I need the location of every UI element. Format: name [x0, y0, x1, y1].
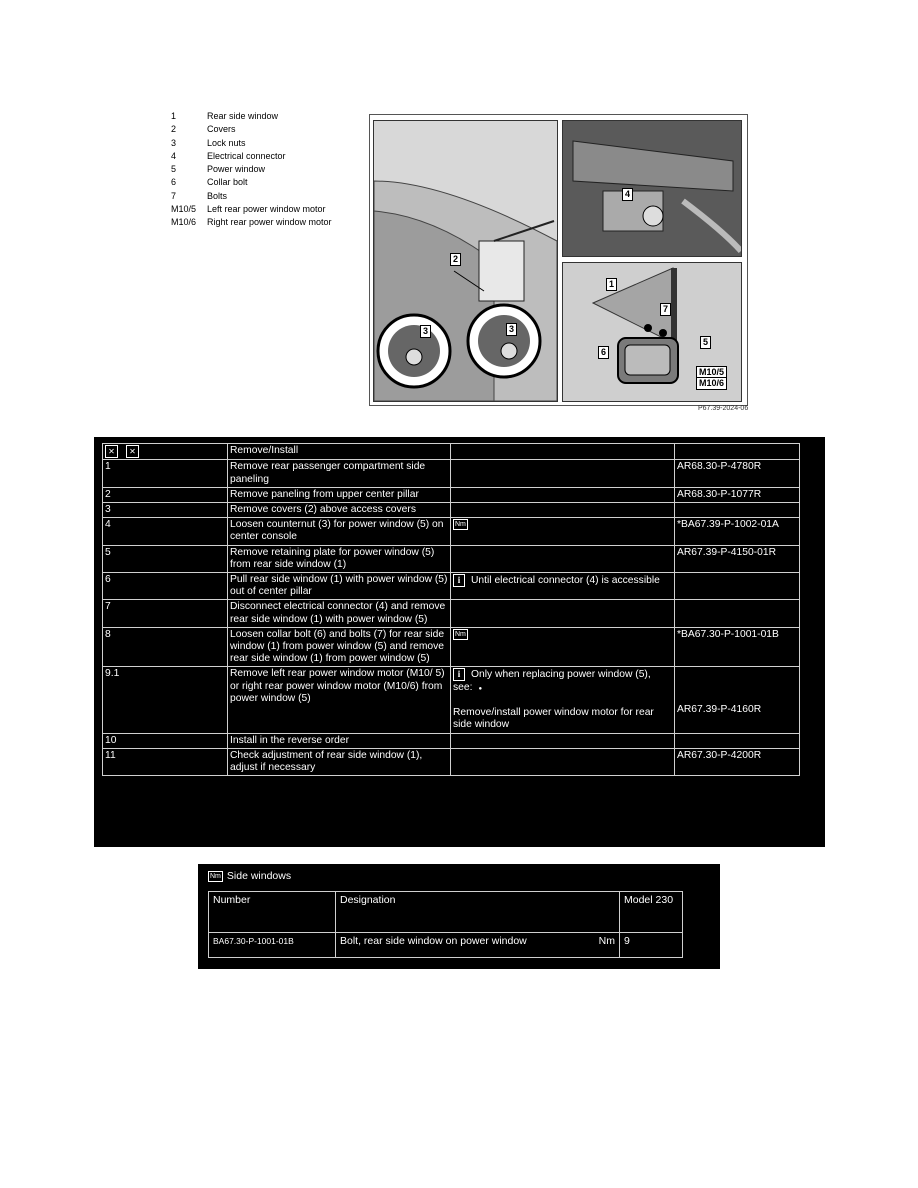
legend-item: 5 Power window — [171, 164, 266, 175]
callout-label: 7 — [660, 303, 671, 316]
legend-item: 4 Electrical connector — [171, 150, 286, 161]
header-icons — [103, 444, 228, 460]
callout-label: 6 — [598, 346, 609, 359]
table-row: 8 Loosen collar bolt (6) and bolts (7) for rear side window (1) from power window (5) and remove rear side window (1) from power window (5) Nm *BA67.30-P-1001-01B — [103, 627, 800, 667]
torque-table — [208, 891, 683, 958]
callout-label: 3 — [506, 323, 517, 336]
header-title: Remove/Install — [228, 444, 451, 460]
reference-link[interactable]: AR67.30-P-4200R — [675, 748, 800, 775]
link-marker-icon[interactable]: ● — [478, 685, 483, 692]
procedure-table-container — [94, 437, 825, 847]
table-row: 5 Remove retaining plate for power window (5) from rear side window (1) AR67.39-P-4150-01R — [103, 545, 800, 572]
legend-item: 7 Bolts — [171, 190, 228, 201]
legend-item: M10/5 Left rear power window motor — [171, 204, 326, 215]
callout-label: 1 — [606, 278, 617, 291]
install-icon: ✕ — [126, 445, 139, 458]
table-row: 3 Remove covers (2) above access covers — [103, 503, 800, 518]
figure-reference: P67.39-2024-06 — [698, 405, 749, 412]
torque-table-title: Nm Side windows — [210, 870, 292, 882]
reference-link[interactable]: *BA67.39-P-1002-01A — [675, 518, 800, 545]
legend-item: 6 Collar bolt — [171, 177, 248, 188]
table-row: 11 Check adjustment of rear side window (1), adjust if necessary AR67.30-P-4200R — [103, 748, 800, 775]
table-row: 7 Disconnect electrical connector (4) and remove rear side window (1) with power window (5) — [103, 600, 800, 627]
figure-legend — [171, 110, 332, 230]
callout-label: 4 — [622, 188, 633, 201]
info-icon: i — [453, 668, 465, 681]
cross-reference-text[interactable]: Remove/install power window motor for rear side window — [453, 707, 654, 731]
reference-link[interactable]: AR68.30-P-4780R — [675, 460, 800, 487]
legend-item: M10/6 Right rear power window motor — [171, 217, 332, 228]
reference-link[interactable]: *BA67.30-P-1001-01B — [675, 627, 800, 667]
connector-detail-drawing — [563, 121, 741, 256]
illustration-center-pillar — [373, 120, 558, 402]
torque-icon: Nm — [455, 630, 466, 638]
table-row: 4 Loosen counternut (3) for power window (5) on center console Nm *BA67.39-P-1002-01A — [103, 518, 800, 545]
legend-item: 1 Rear side window — [171, 111, 279, 121]
callout-label: M10/5 — [696, 366, 727, 379]
info-icon: i — [453, 574, 465, 587]
callout-label: 2 — [450, 253, 461, 266]
reference-link[interactable]: AR68.30-P-1077R — [675, 487, 800, 502]
legend-item: 3 Lock nuts — [171, 137, 246, 148]
procedure-table — [102, 443, 800, 776]
table-row: 1 Remove rear passenger compartment side paneling AR68.30-P-4780R — [103, 460, 800, 487]
table-row: 2 Remove paneling from upper center pillar AR68.30-P-1077R — [103, 487, 800, 502]
component-illustration — [369, 114, 748, 406]
legend-item: 2 Covers — [171, 124, 236, 135]
table-row: 9.1 Remove left rear power window motor (M10/ 5) or right rear power window motor (M10/6) from power window (5) i Only when replacing power window (5), see: ● Remove/install power window motor for rear side window AR67.39-P-4160R — [103, 667, 800, 733]
callout-label: 5 — [700, 336, 711, 349]
table-row: BA67.30-P-1001-01B Bolt, rear side window on power window Nm 9 — [209, 933, 683, 958]
torque-icon: Nm — [455, 521, 466, 529]
reference-link[interactable]: AR67.39-P-4150-01R — [675, 545, 800, 572]
torque-icon: Nm — [210, 872, 221, 880]
table-row: 10 Install in the reverse order — [103, 733, 800, 748]
reference-link[interactable]: AR67.39-P-4160R — [677, 704, 762, 716]
table-row: 6 Pull rear side window (1) with power window (5) out of center pillar i Until electrical connector (4) is accessible — [103, 573, 800, 600]
center-pillar-drawing — [374, 121, 557, 401]
illustration-connector-detail — [562, 120, 742, 257]
callout-label: 3 — [420, 325, 431, 338]
table-header-row: Number Designation Model 230 — [209, 892, 683, 933]
torque-table-container — [198, 864, 720, 969]
table-header-row — [103, 444, 800, 460]
remove-icon: ✕ — [105, 445, 118, 458]
callout-label: M10/6 — [696, 377, 727, 390]
